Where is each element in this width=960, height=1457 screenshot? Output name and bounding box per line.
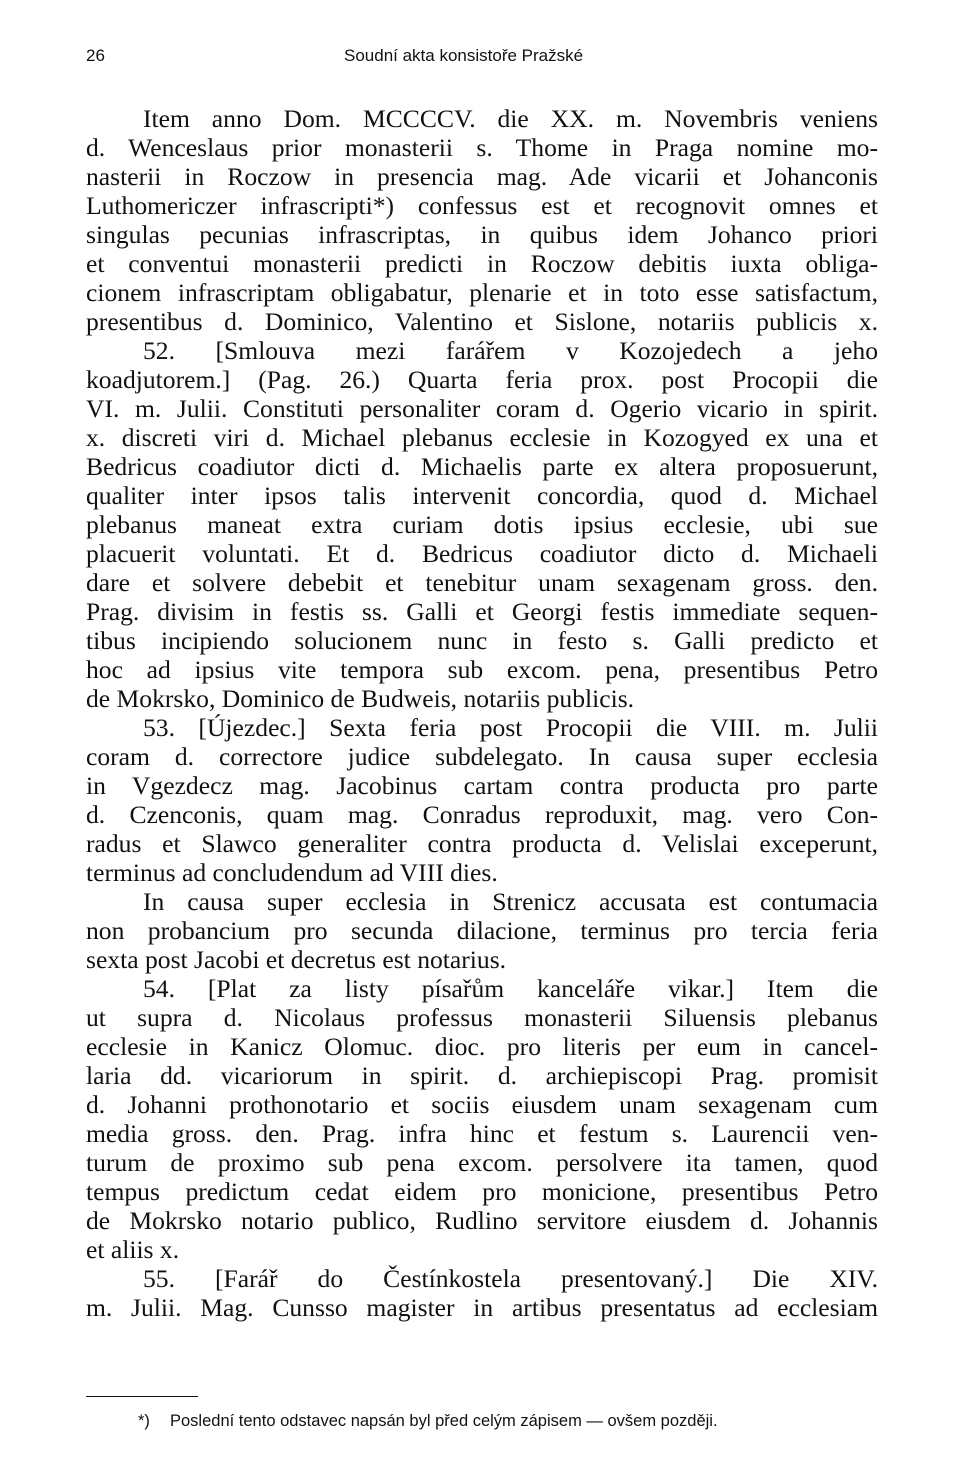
text-line: x. discreti viri d. Michael plebanus ecclesie in Kozogyed ex una et [86, 423, 878, 452]
text-line: terminus ad concludendum ad VIII dies. [86, 858, 498, 887]
text-line: koadjutorem.] (Pag. 26.) Quarta feria prox. post Procopii die [86, 365, 878, 394]
body-text [86, 104, 878, 1322]
text-line: media gross. den. Prag. infra hinc et festum s. Laurencii ven- [86, 1119, 878, 1148]
text-line: dare et solvere debebit et tenebitur unam sexagenam gross. den. [86, 568, 878, 597]
text-line: d. Wenceslaus prior monasterii s. Thome in Praga nomine mo- [86, 133, 878, 162]
footnote-text: Poslední tento odstavec napsán byl před celým zápisem — ovšem později. [170, 1412, 718, 1430]
text-line: d. Johanni prothonotario et sociis eiusdem unam sexagenam cum [86, 1090, 878, 1119]
text-line: Bedricus coadiutor dicti d. Michaelis parte ex altera proposuerunt, [86, 452, 878, 481]
footnote-marker: *) [138, 1412, 150, 1430]
text-line: in Vgezdecz mag. Jacobinus cartam contra producta pro parte [86, 771, 878, 800]
text-line: qualiter inter ipsos talis intervenit concordia, quod d. Michael [86, 481, 878, 510]
section-heading-line: 55. [Farář do Čestínkostela presentovaný.] Die XIV. [143, 1264, 878, 1293]
text-line: de Mokrsko notario publico, Rudlino servitore eiusdem d. Johannis [86, 1206, 878, 1235]
text-line: m. Julii. Mag. Cunsso magister in artibus presentatus ad ecclesiam [86, 1293, 878, 1322]
text-line: VI. m. Julii. Constituti personaliter coram d. Ogerio vicario in spirit. [86, 394, 878, 423]
text-line: Item anno Dom. MCCCCV. die XX. m. Novembris veniens [143, 104, 878, 133]
text-line: hoc ad ipsius vite tempora sub excom. pena, presentibus Petro [86, 655, 878, 684]
text-line: tempus predictum cedat eidem pro monicione, presentibus Petro [86, 1177, 878, 1206]
text-line: radus et Slawco generaliter contra producta d. Velislai exceperunt, [86, 829, 878, 858]
section-heading-line: 53. [Újezdec.] Sexta feria post Procopii die VIII. m. Julii [143, 713, 878, 742]
text-line: cionem infrascriptam obligabatur, plenarie et in toto esse satisfactum, [86, 278, 878, 307]
text-line: placuerit voluntati. Et d. Bedricus coadiutor dicto d. Michaeli [86, 539, 878, 568]
text-line: d. Czenconis, quam mag. Conradus reproduxit, mag. vero Con- [86, 800, 878, 829]
text-line: et conventui monasterii predicti in Roczow debitis iuxta obliga- [86, 249, 878, 278]
text-line: non probancium pro secunda dilacione, terminus pro tercia feria [86, 916, 878, 945]
text-line: ecclesie in Kanicz Olomuc. dioc. pro literis per eum in cancel- [86, 1032, 878, 1061]
text-line: plebanus maneat extra curiam dotis ipsius ecclesie, ubi sue [86, 510, 878, 539]
text-line: ut supra d. Nicolaus professus monasterii Siluensis plebanus [86, 1003, 878, 1032]
text-line: presentibus d. Dominico, Valentino et Sislone, notariis publicis x. [86, 307, 878, 336]
page-number: 26 [86, 46, 105, 65]
text-line: sexta post Jacobi et decretus est notarius. [86, 945, 507, 974]
text-line: singulas pecunias infrascriptas, in quibus idem Johanco priori [86, 220, 878, 249]
text-line: tibus incipiendo solucionem nunc in festo s. Galli predicto et [86, 626, 878, 655]
text-line: et aliis x. [86, 1235, 180, 1264]
running-header [86, 46, 878, 72]
section-heading-line: 52. [Smlouva mezi farářem v Kozojedech a jeho [143, 336, 878, 365]
running-title: Soudní akta konsistoře Pražské [344, 46, 584, 65]
footnote [86, 1412, 878, 1436]
section-heading-line: 54. [Plat za listy písařům kanceláře vikar.] Item die [143, 974, 878, 1003]
footnote-divider [86, 1396, 198, 1397]
text-line: turum de proximo sub pena excom. persolvere ita tamen, quod [86, 1148, 878, 1177]
text-line: In causa super ecclesia in Strenicz accusata est contumacia [143, 887, 878, 916]
text-line: coram d. correctore judice subdelegato. In causa super ecclesia [86, 742, 878, 771]
text-line: nasterii in Roczow in presencia mag. Ade vicarii et Johanconis [86, 162, 878, 191]
text-line: laria dd. vicariorum in spirit. d. archiepiscopi Prag. promisit [86, 1061, 878, 1090]
text-line: de Mokrsko, Dominico de Budweis, notariis publicis. [86, 684, 635, 713]
text-line: Prag. divisim in festis ss. Galli et Georgi festis immediate sequen- [86, 597, 878, 626]
text-line: Luthomericzer infrascripti*) confessus est et recognovit omnes et [86, 191, 878, 220]
